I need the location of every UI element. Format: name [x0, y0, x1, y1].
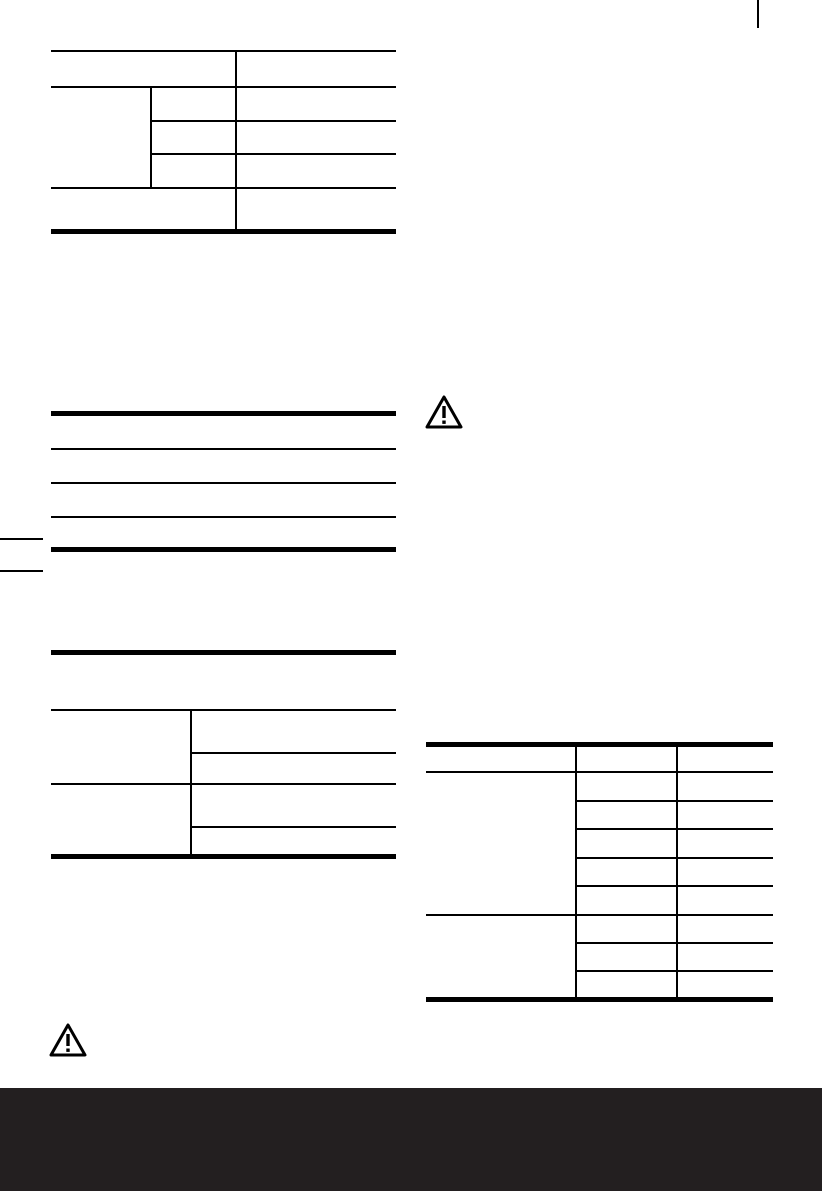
table-rule — [576, 885, 773, 887]
table-rule — [51, 187, 396, 189]
page-tab-mark — [0, 570, 43, 572]
table-rule — [426, 914, 773, 916]
table-rule — [576, 857, 773, 859]
table-divider — [190, 709, 192, 855]
table-top-rule — [426, 742, 773, 747]
table-rule — [576, 970, 773, 972]
table-rule — [576, 942, 773, 944]
table-bottom-rule — [51, 547, 396, 552]
table-top-rule — [51, 411, 396, 416]
table-rule — [51, 50, 396, 52]
table-bottom-rule — [51, 229, 396, 234]
table-rule — [51, 783, 396, 785]
warning-triangle-icon — [424, 394, 464, 430]
table-divider — [676, 742, 678, 999]
table-rule — [51, 448, 396, 450]
table-divider — [575, 742, 577, 999]
table-rule — [576, 800, 773, 802]
table-bottom-rule — [51, 854, 396, 859]
table-rule — [192, 752, 396, 754]
table-rule — [576, 828, 773, 830]
table-rule — [152, 153, 396, 155]
page-tab-mark — [0, 538, 43, 540]
table-rule — [51, 86, 396, 88]
table-bottom-rule — [426, 997, 773, 1002]
page-footer-band — [0, 1088, 822, 1191]
table-top-rule — [51, 650, 396, 655]
table-rule — [152, 120, 396, 122]
table-rule — [192, 826, 396, 828]
warning-triangle-icon — [48, 1022, 88, 1058]
crop-mark — [757, 0, 759, 28]
table-divider — [235, 50, 237, 231]
table-rule — [51, 482, 396, 484]
table-rule — [51, 516, 396, 518]
table-rule — [426, 771, 773, 773]
table-rule — [51, 709, 396, 711]
table-divider — [150, 86, 152, 188]
